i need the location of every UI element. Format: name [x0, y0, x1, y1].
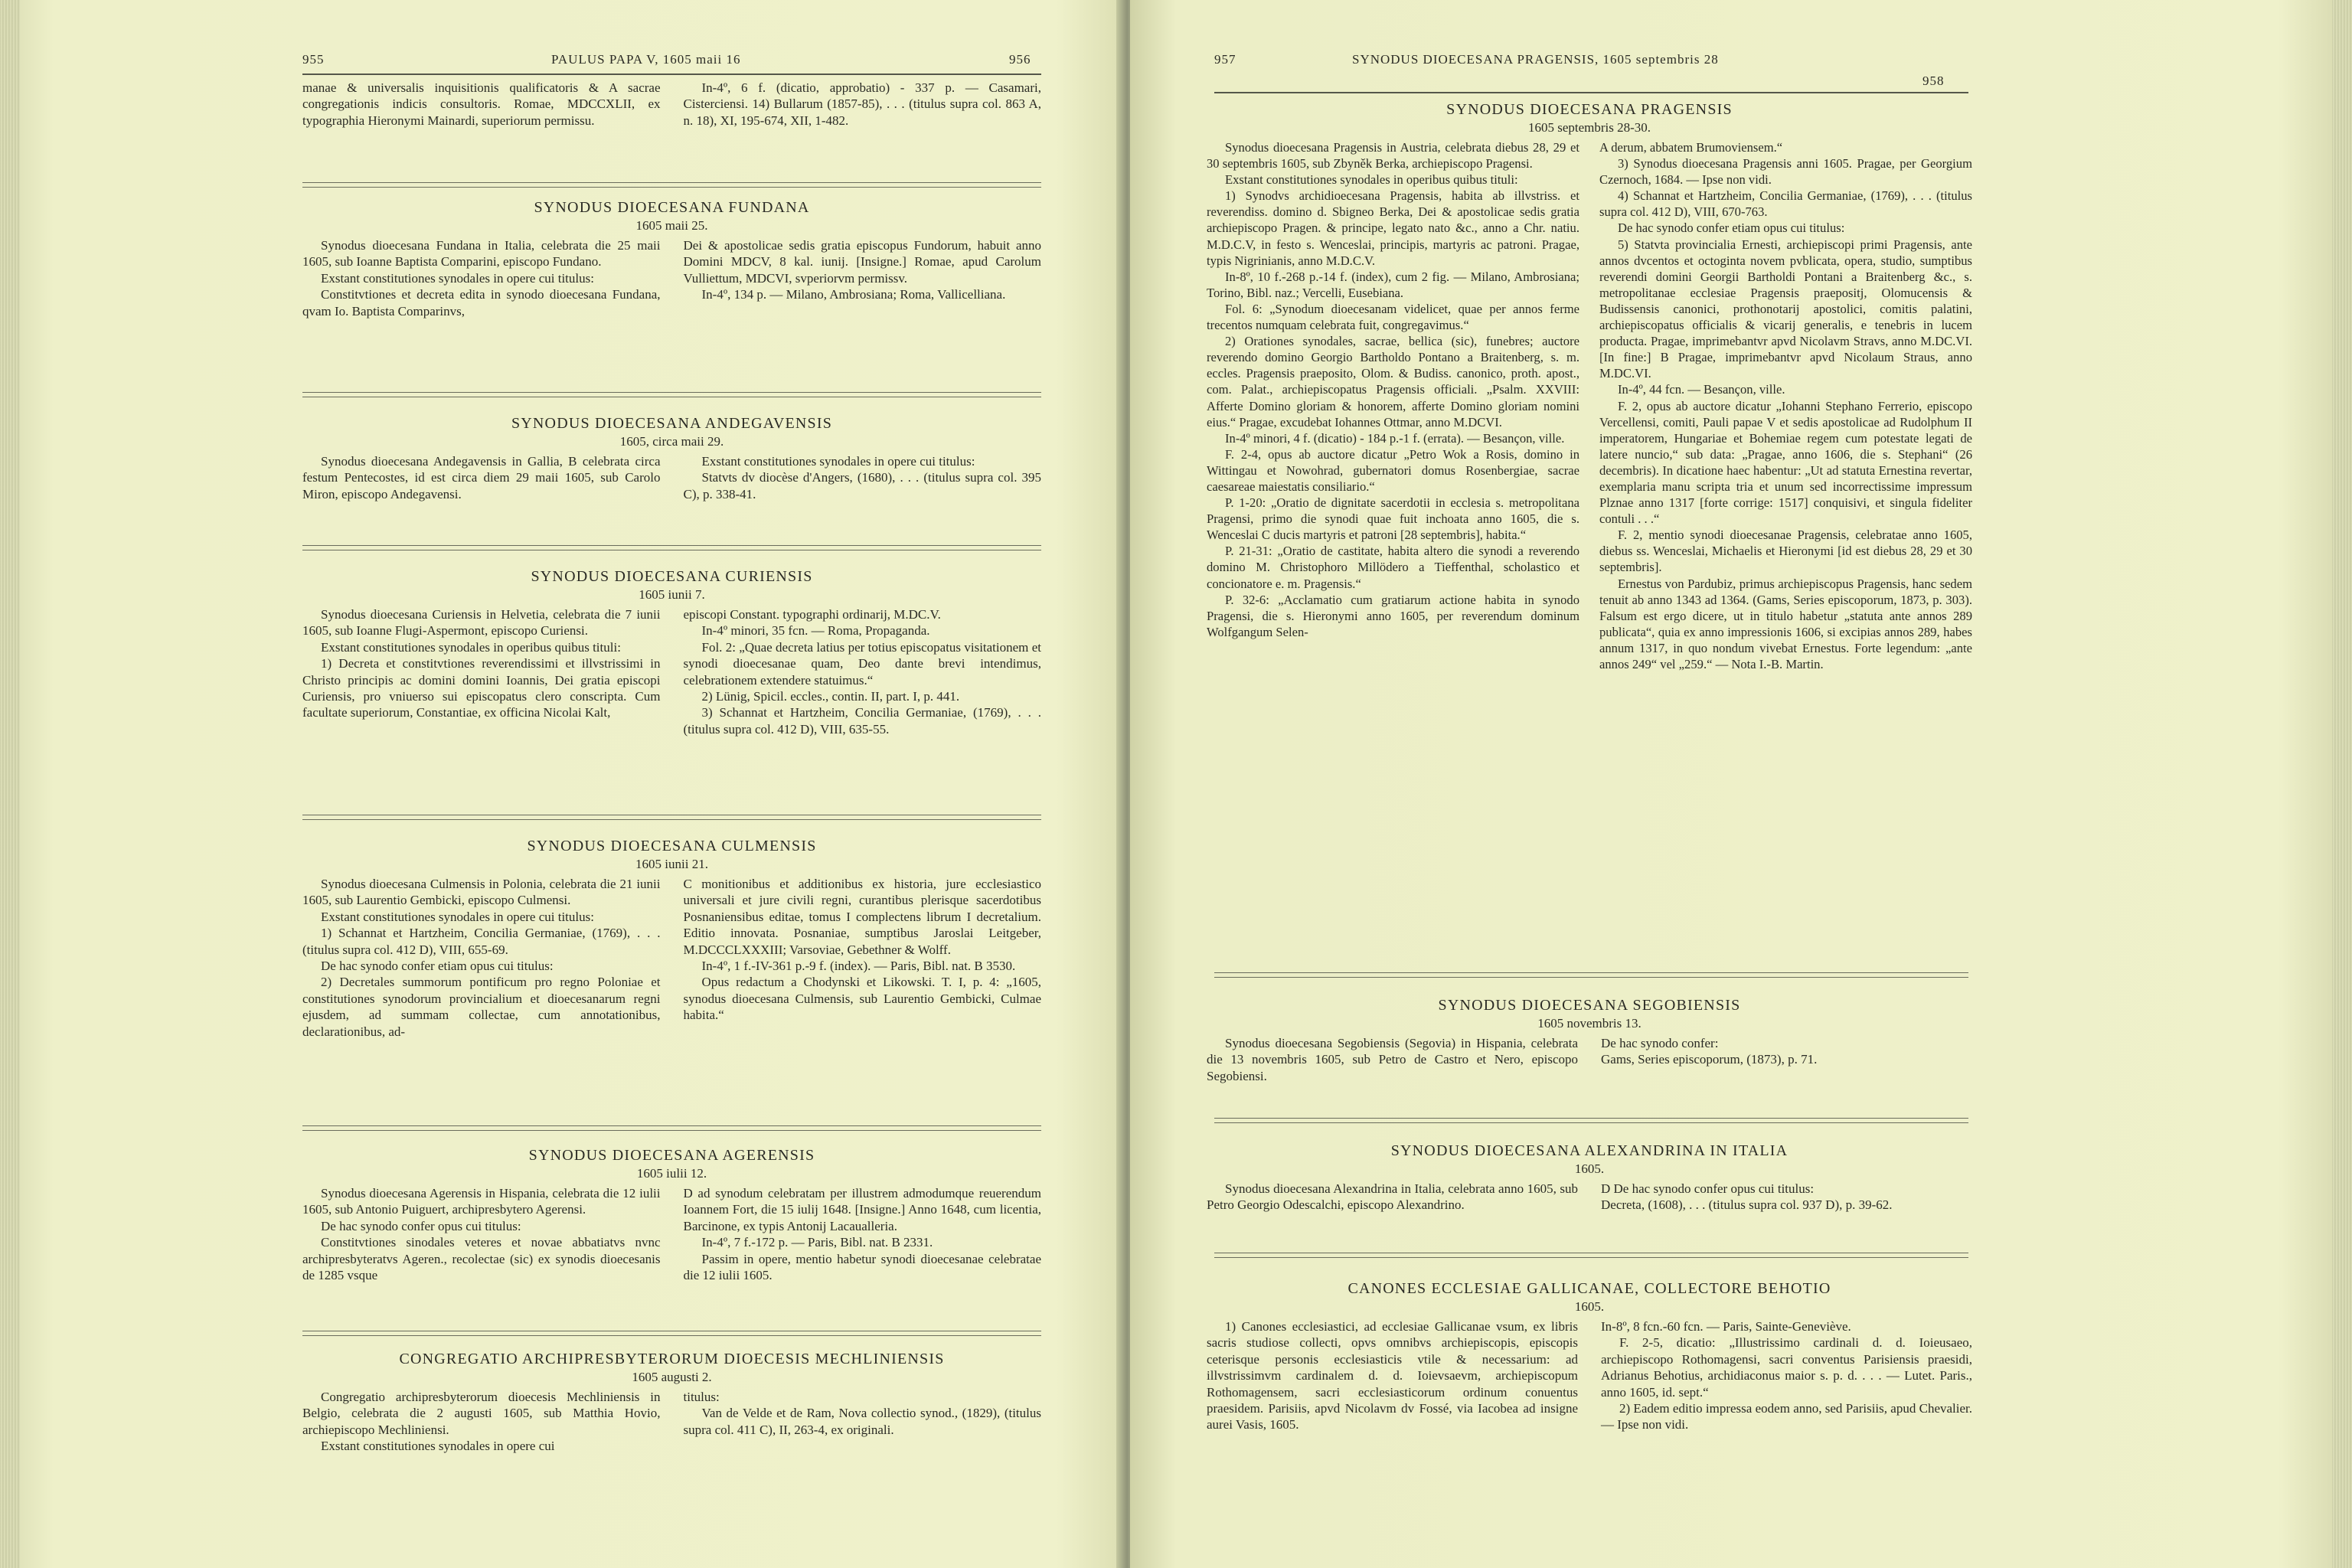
page-number: 957	[1214, 52, 1236, 67]
entry-divider	[1214, 972, 1968, 978]
entry-alexandrina	[1207, 1141, 1972, 1214]
column-left: Synodus dioecesana Andegavensis in Gallia, B celebrata circa festum Pentecostes, id est circa diem 29 maii 1605, sub Carolo Miron, episcopo Andegavensi.	[302, 454, 661, 501]
header-rule	[302, 74, 1041, 75]
entry-date: 1605 iunii 7.	[639, 587, 705, 602]
entry-date: 1605 septembris 28-30.	[1527, 120, 1651, 135]
column-right: C monitionibus et additionibus ex historia, jure ecclesiastico universali et jure civili regni, curantibus plerisque sacerdotibus Posnaniensibus editae, tomus I complectens librum I decretalium. Editio innovata. Posnaniae, sumptibus Jaroslai Leitgeber, M.DCCCLXXXIII; Varsoviae, Gebethner & Wolff. In-4º, 1 f.-IV-361 p.-9 f. (index). — Paris, Bibl. nat. B 3530. Opus redactum a Chodynski et Likowski. T. I, p. 4: „1605, synodus dioecesana Culmensis, sub Laurentio Gembicki, Culmae habita.“	[683, 877, 1041, 1023]
entry-title: CANONES ECCLESIAE GALLICANAE, COLLECTORE BEHOTIO	[1348, 1280, 1831, 1297]
column-left: Synodus dioecesana Culmensis in Polonia, celebrata die 21 iunii 1605, sub Laurentio Gembicki, episcopo Culmensi. Exstant constitutiones synodales in opere cui titulus: 1) Schannat et Hartzheim, Concilia Germaniae, (1769), . . . (titulus supra col. 412 D), VIII, 655-69. De hac synodo confer etiam opus cui titulus: 2) Decretales summorum pontificum pro regno Poloniae et constitutiones synodorum provincialium et dioecesanarum regni ejusdem, ad summam collectae, cum annotationibus, declarationibus, ad-	[302, 877, 661, 1039]
entry-segobiensis	[1207, 995, 1972, 1084]
column-right: A derum, abbatem Brumoviensem.“ 3) Synodus dioecesana Pragensis anni 1605. Pragae, per Georgium Czernoch, 1684. — Ipse non vidi. 4) Schannat et Hartzheim, Concilia Germaniae, (1769), . . . (titulus supra col. 412 D), VIII, 670-763. De hac synodo confer etiam opus cui titulus: 5) Statvta provincialia Ernesti, archiepiscopi primi Pragensis, ante annos dvcentos et octoginta novem pvblicata, opera, studio, sumptibus reverendi domini Georgii Bartholdi Pontani a Braitenberg &c., s. metropolitanae ecclesiae Pragensis praepositj, Olomucensis & Budissensis canonici, prothonotarij apostolici, comitis palatini, archiepiscopatus officialis & vicarij generalis, e tenebris in lucem producta. Pragae, imprimebantvr apvd Nicolavm Stravs, anno M.DC.VI. [In fine:] B Pragae, imprimebantvr apvd Nicolaum Straus, anno M.DC.VI. In-4º, 44 fcn. — Besançon, ville. F. 2, opus ab auctore dicatur „Iohanni Stephano Ferrerio, episcopo Vercellensi, comiti, Pauli papae V et sedis apostolicae ad Rudolphum II imperatorem, Hungariae et Bohemiae regem cum potestate legati de latere nuncio,“ sub data: „Pragae, anno 1606, die s. Stephani“ (26 decembris). In dicatione haec habentur: „Ut ad statuta Ernestina revertar, exemplaria manu scripta tria et unum sed incorrectissime impressum Plznae anno 1317 [forte corrige: 1517] conquisivi, et singula fideliter contuli . . .“ F. 2, mentio synodi dioecesanae Pragensis, celebratae anno 1605, diebus ss. Wenceslai, Michaelis et Hieronymi [id est diebus 28, 29 et 30 septembris]. Ernestus von Pardubiz, primus archiepiscopus Pragensis, hanc sedem tenuit ab anno 1343 ad 1364. (Gams, Series episcoporum, 1873, p. 303). Falsum est ergo dicere, ut in titulo habetur „statuta ante annos 289 publicata“, quia ex anno impressionis 1606, si excipias annos 289, habes annum 1317, in quo nondum vivebat Ernestus. Forte legendum: „ante annos 249“ vel „259.“ — Nota I.-B. Martin.	[1599, 140, 1972, 671]
column-right: Exstant constitutiones synodales in opere cui titulus: Statvts dv diocèse d'Angers, (1680), . . . (titulus supra col. 395 C), p. 338-41.	[683, 454, 1041, 501]
entry-title: SYNODUS DIOECESANA AGERENSIS	[528, 1147, 815, 1164]
page-number: 958	[1922, 74, 1945, 88]
entry-gallicanae	[1207, 1279, 1972, 1433]
page-number: 955	[302, 52, 325, 67]
running-title: PAULUS PAPA V, 1605 maii 16	[551, 52, 741, 67]
entry-title: CONGREGATIO ARCHIPRESBYTERORUM DIOECESIS MECHLINIENSIS	[399, 1351, 945, 1367]
entry-title: SYNODUS DIOECESANA PRAGENSIS	[1446, 101, 1733, 118]
entry-divider	[1214, 1253, 1968, 1258]
entry-date: 1605 iunii 21.	[635, 857, 708, 871]
column-right: titulus: Van de Velde et de Ram, Nova collectio synod., (1829), (titulus supra col. 411 C), II, 263-4, ex originali.	[683, 1390, 1041, 1437]
page-edge	[0, 0, 20, 1568]
entry-title: SYNODUS DIOECESANA ALEXANDRINA IN ITALIA	[1390, 1142, 1788, 1159]
entry-date: 1605 maii 25.	[635, 218, 708, 233]
running-title: SYNODUS DIOECESANA PRAGENSIS, 1605 septembris 28	[1352, 52, 1719, 67]
entry-divider	[302, 545, 1041, 550]
entry-date: 1605 iulii 12.	[636, 1166, 707, 1181]
entry-curiensis	[302, 567, 1041, 737]
entry-divider	[302, 1125, 1041, 1131]
entry-agerensis	[302, 1145, 1041, 1283]
entry-date: 1605 augusti 2.	[632, 1370, 712, 1384]
entry-date: 1605.	[1574, 1161, 1605, 1176]
entry-title: SYNODUS DIOECESANA ANDEGAVENSIS	[511, 415, 833, 432]
column-left: manae & universalis inquisitionis qualificatoris & A sacrae congregationis indicis consultoris. Romae, MDCCXLII, ex typographia Hieronymi Mainardi, superiorum permissu.	[302, 80, 661, 128]
page-edge	[2332, 0, 2352, 1568]
column-left: Synodus dioecesana Alexandrina in Italia, celebrata anno 1605, sub Petro Georgio Odescalchi, episcopo Alexandrino.	[1207, 1181, 1578, 1213]
column-left: Synodus dioecesana Pragensis in Austria, celebrata diebus 28, 29 et 30 septembris 1605, sub Zbyněk Berka, archiepiscopo Pragensi. Exstant constitutiones synodales in operibus quibus tituli: 1) Synodvs archidioecesana Pragensis, habita ab illvstriss. et reverendiss. domino d. Sbigneo Berka, Dei & apostolicae sedis gratia archiepiscopo Pragen. & principe, legato nato &c., anno a Chr. natiu. M.D.C.V, in festo s. Wenceslai, principis, martyris ac patroni. Pragae, typis Nigrinianis, anno M.D.C.V. In-8º, 10 f.-268 p.-14 f. (index), cum 2 fig. — Milano, Ambrosiana; Torino, Bibl. naz.; Vercelli, Eusebiana. Fol. 6: „Synodum dioecesanam videlicet, quae per annos ferme trecentos numquam celebrata fuit, congregavimus.“ 2) Orationes synodales, sacrae, bellica (sic), funebres; auctore reverendo domino Georgio Bartholdo Pontano a Braitenberg, s. m. eccles. Pragensis praeposito, Olom. & Budiss. canonico, proth. apost., com. Palat., archiepiscopatus Pragensis officiali. „Psalm. XXVIII: Afferte Domino gloriam & honorem, afferte Domino gloriam nomini eius.“ Pragae, excudebat Iohannes Ottmar, anno M.DCVI. In-4º minori, 4 f. (dicatio) - 184 p.-1 f. (errata). — Besançon, ville. F. 2-4, opus ab auctore dicatur „Petro Wok a Rosis, domino in Wittingau et Nowohrad, gubernatori domus Rosenbergiae, sacrae caesareae maiestatis consiliario.“ P. 1-20: „Oratio de dignitate sacerdotii in ecclesia s. metropolitana Pragensi, primo die synodi quae fuit inchoata anno 1605, die s. Wenceslai C ducis martyris et patroni [28 septembris], habita.“ P. 21-31: „Oratio de castitate, habita altero die synodi a reverendo domino M. Christophoro Millödero a Tieffenthal, scholastico et concionatore e. m. Pragensis.“ P. 32-6: „Acclamatio cum gratiarum actione habita in synodo Pragensi, die s. Hieronymi anno 1605, per reverendum dominum Wolfgangum Selen-	[1207, 140, 1579, 639]
right-page	[1130, 0, 2352, 1568]
column-right: D ad synodum celebratam per illustrem admodumque reuerendum Ioannem Fort, die 15 iulij 1648. [Insigne.] Anno 1648, cum licentia, Barcinone, ex typis Antonij Lacaualleria. In-4º, 7 f.-172 p. — Paris, Bibl. nat. B 2331. Passim in opere, mentio habetur synodi dioecesanae celebratae die 12 iulii 1605.	[683, 1186, 1041, 1283]
entry-title: SYNODUS DIOECESANA CULMENSIS	[527, 838, 817, 854]
entry-date: 1605, circa maii 29.	[619, 434, 724, 449]
column-right: In-8º, 8 fcn.-60 fcn. — Paris, Sainte-Geneviève. F. 2-5, dicatio: „Illustrissimo cardinali d. d. Ioieusaeo, archiepiscopo Rothomagensi, sacri conventus Parisiensis praesidi, Adrianus Behotius, archidiaconus maior s. p. d. . . . — Lutet. Paris., anno 1605, id. sept.“ 2) Eadem editio impressa eodem anno, sed Parisiis, apud Chevalier. — Ipse non vidi.	[1601, 1319, 1972, 1432]
column-right: Dei & apostolicae sedis gratia episcopus Fundorum, habuit anno Domini MDCV, 8 kal. iunij. [Insigne.] Romae, apud Carolum Vulliettum, MDCVI, svperiorvm permissv. In-4º, 134 p. — Milano, Ambrosiana; Roma, Vallicelliana.	[683, 238, 1041, 302]
entry-divider	[302, 392, 1041, 397]
entry-title: SYNODUS DIOECESANA FUNDANA	[534, 199, 810, 216]
entry-pragensis	[1207, 100, 1972, 672]
entry-divider	[302, 182, 1041, 188]
entry-culmensis	[302, 836, 1041, 1040]
left-page	[0, 0, 1124, 1568]
column-left: 1) Canones ecclesiastici, ad ecclesiae Gallicanae vsum, ex libris sacris studiose collecti, opvs omnibvs archiepiscopis, episcopis ceterisque personis ecclesiasticis vtile & necessarium: ad illvstrissimvm cardinalem d. d. Ioievsaevm, archiepiscopum Rothomagensem, sacri ecclesiasticorum ordinum conuentus praesidem. Parisiis, apvd Nicolavm dv Fossé, via Iacobea ad insigne aurei Vasis, 1605.	[1207, 1319, 1578, 1432]
entry-date: 1605 novembris 13.	[1537, 1016, 1642, 1031]
entry-divider	[1214, 1118, 1968, 1123]
entry-continuation	[302, 80, 1041, 129]
entry-date: 1605.	[1574, 1299, 1605, 1314]
column-left: Synodus dioecesana Agerensis in Hispania, celebrata die 12 iulii 1605, sub Antonio Puiguert, archipresbytero Agerensi. De hac synodo confer opus cui titulus: Constitvtiones sinodales veteres et novae abbatiatvs nvnc archipresbyteratvs Ageren., recolectae (sic) ex synodis dioecesanis de 1285 vsque	[302, 1186, 661, 1283]
column-left: Synodus dioecesana Segobiensis (Segovia) in Hispania, celebrata die 13 novembris 1605, sub Petro de Castro et Nero, episcopo Segobiensi.	[1207, 1036, 1578, 1083]
header-rule	[1214, 92, 1968, 93]
column-left: Congregatio archipresbyterorum dioecesis Mechliniensis in Belgio, celebrata die 2 augusti 1605, sub Matthia Hovio, archiepiscopo Mechliniensi. Exstant constitutiones synodales in opere cui	[302, 1390, 661, 1454]
entry-mechliniensis	[302, 1349, 1041, 1455]
column-left: Synodus dioecesana Fundana in Italia, celebrata die 25 maii 1605, sub Ioanne Baptista Comparini, episcopo Fundano. Exstant constitutiones synodales in opere cui titulus: Constitvtiones et decreta edita in synodo dioecesana Fundana, qvam Io. Baptista Comparinvs,	[302, 238, 661, 318]
entry-divider	[302, 1331, 1041, 1336]
column-right: episcopi Constant. typographi ordinarij, M.DC.V. In-4º minori, 35 fcn. — Roma, Propaganda. Fol. 2: „Quae decreta latius per totius episcopatus visitationem et synodi dioecesanae quam, Deo dante brevi intendimus, celebrationem extendere statuimus.“ 2) Lünig, Spicil. eccles., contin. II, part. I, p. 441. 3) Schannat et Hartzheim, Concilia Germaniae, (1769), . . . (titulus supra col. 412 D), VIII, 635-55.	[683, 607, 1041, 737]
entry-title: SYNODUS DIOECESANA SEGOBIENSIS	[1438, 997, 1741, 1014]
entry-title: SYNODUS DIOECESANA CURIENSIS	[531, 568, 813, 585]
page-number: 956	[1009, 52, 1031, 67]
column-right: D De hac synodo confer opus cui titulus: Decreta, (1608), . . . (titulus supra col. 937 D), p. 39-62.	[1601, 1181, 1893, 1213]
entry-divider	[302, 815, 1041, 820]
column-right: In-4º, 6 f. (dicatio, approbatio) - 337 p. — Casamari, Cisterciensi. 14) Bullarum (1857-85), . . . (titulus supra col. 863 A, n. 18), XI, 195-674, XII, 1-482.	[683, 80, 1041, 128]
column-right: De hac synodo confer: Gams, Series episcoporum, (1873), p. 71.	[1601, 1036, 1818, 1067]
column-left: Synodus dioecesana Curiensis in Helvetia, celebrata die 7 iunii 1605, sub Ioanne Flugi-Aspermont, episcopo Curiensi. Exstant constitutiones synodales in operibus quibus tituli: 1) Decreta et constitvtiones reverendissimi et illvstrissimi in Christo principis ac domini domini Ioannis, Dei gratia episcopi Curiensis, pro vniuerso sui episcopatus clero conscripta. Cum facultate superiorum, Constantiae, ex officina Nicolai Kalt,	[302, 607, 661, 720]
entry-fundana	[302, 198, 1041, 319]
entry-andegavensis	[302, 413, 1041, 502]
